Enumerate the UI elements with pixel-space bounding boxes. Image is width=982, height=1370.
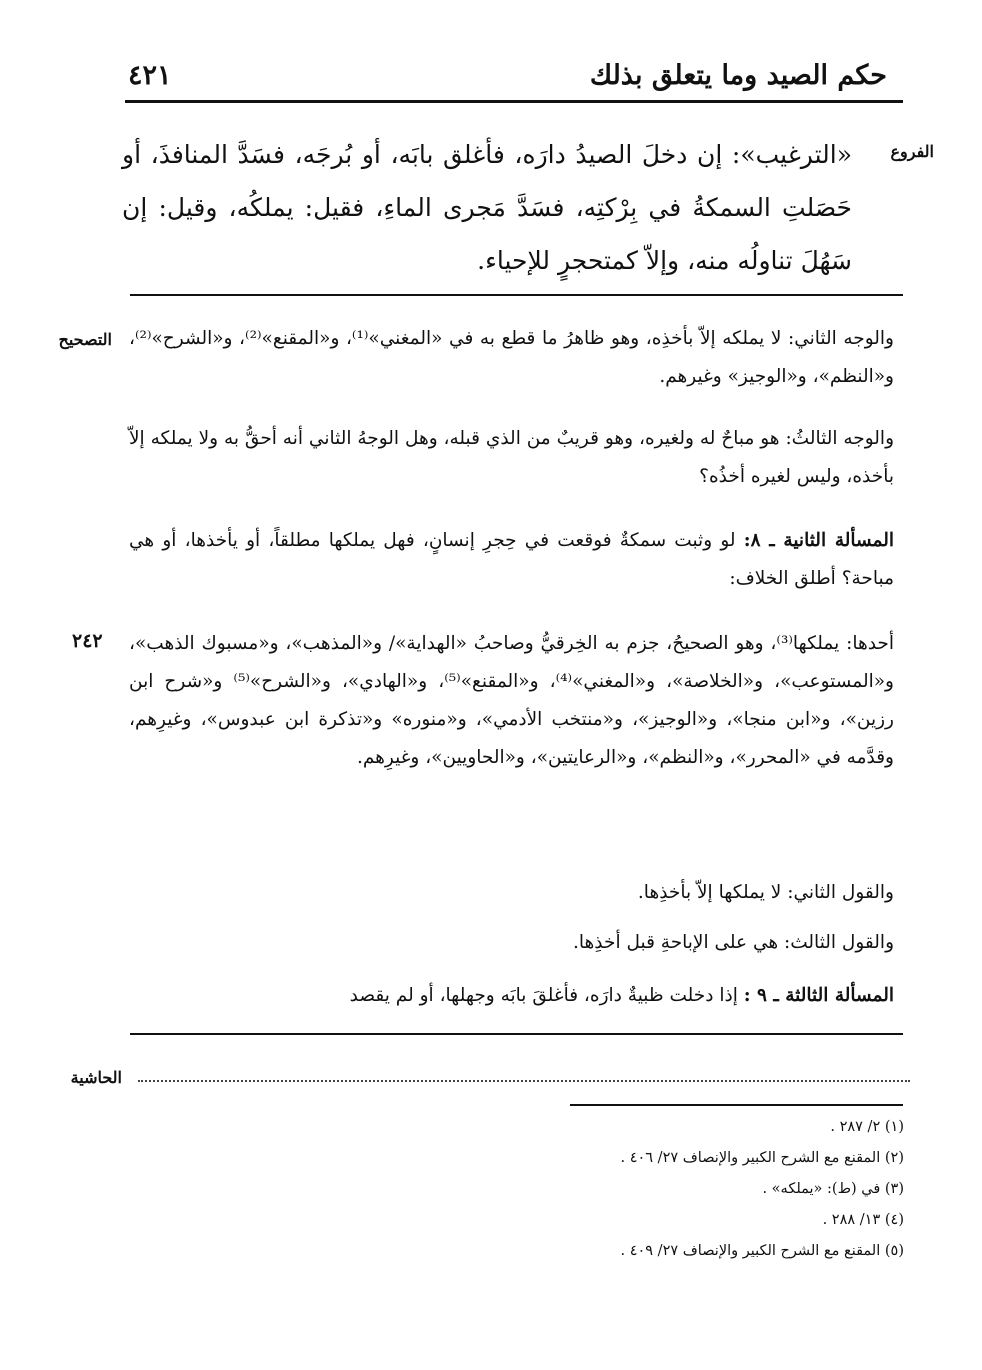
footnotes: [304, 1112, 904, 1267]
tashih-paragraph-3: [129, 522, 894, 598]
furu-paragraph: «الترغيب»: إن دخلَ الصيدُ دارَه، فأغلق بابَه، أو بُرجَه، فسَدَّ المنافذَ، أو حَصَلتِ السمكةُ في بِرْكتِه، فسَدَّ مَجرى الماءِ، فقيل: يملكُه، وقيل: إن سَهُلَ تناولُه منه، وإلاّ كمتحجرٍ للإحياء.: [122, 140, 852, 275]
section-divider: [130, 294, 903, 296]
footnote-3: (٣) في (ط): «يملكه» .: [762, 1181, 904, 1197]
side-label-hashiya: الحاشية: [70, 1068, 122, 1087]
tashih-paragraph-5: والقول الثاني: لا يملكها إلاّ بأخذِها.: [637, 882, 894, 903]
issue-2-text: لو وثبت سمكةٌ فوقعت في حِجرِ إنسانٍ، فهل يملكها مطلقاً، أو يأخذها، أو هي مباحة؟ أطلق الخلاف:: [129, 530, 894, 589]
side-page-ref: ٢٤٢: [72, 630, 103, 652]
page-number: ٤٢١: [128, 60, 172, 91]
running-header-title: حكم الصيد وما يتعلق بذلك: [589, 60, 887, 91]
tashih-paragraph-4: أحدها: يملكها⁽³⁾، وهو الصحيحُ، جزم به الخِرقيُّ وصاحبُ «الهداية»/ و«المذهب»، و«مسبوك الذهب»، و«المستوعب»، و«الخلاصة»، و«المغني»⁽⁴⁾، و«المقنع»⁽⁵⁾، و«الهادي»، و«الشرح»⁽⁵⁾ و«شرح ابن رزين»، و«ابن منجا»، و«الوجيز»، و«منتخب الأدمي»، و«منوره» و«تذكرة ابن عبدوس»، وغيرِهم، وقدَّمه في «المحرر»، و«النظم»، و«الرعايتين»، و«الحاويين»، وغيرِهم.: [129, 633, 894, 768]
issue-3-label: المسألة الثالثة ـ ٩ :: [743, 985, 894, 1006]
footnote-rule: [570, 1104, 903, 1106]
footnote-5: (٥) المقنع مع الشرح الكبير والإنصاف ٢٧/ ٤٠٩ .: [620, 1243, 904, 1259]
side-label-furu: الفروع: [890, 142, 934, 161]
tashih-paragraph-2: والوجه الثالثُ: هو مباحٌ له ولغيره، وهو قريبٌ من الذي قبله، وهل الوجهُ الثاني أنه أحقُّ به ولا يملكه إلاّ بأخذه، وليس لغيره أخذُه؟: [129, 428, 894, 487]
hashiya-dotted-line: [138, 1080, 910, 1082]
tashih-divider: [130, 1033, 903, 1035]
footnote-1: (١) ٢/ ٢٨٧ .: [830, 1119, 904, 1135]
side-label-tashih: التصحيح: [58, 330, 112, 349]
header-rule: [125, 100, 903, 103]
footnote-4: (٤) ١٣/ ٢٨٨ .: [822, 1212, 904, 1228]
issue-3-text: إذا دخلت ظبيةٌ دارَه، فأغلقَ بابَه وجهلها، أو لم يقصد: [349, 985, 738, 1006]
issue-2-label: المسألة الثانية ـ ٨:: [743, 530, 895, 551]
footnote-2: (٢) المقنع مع الشرح الكبير والإنصاف ٢٧/ ٤٠٦ .: [620, 1150, 904, 1166]
tashih-paragraph-7: [129, 977, 894, 1015]
tashih-paragraph-1: والوجه الثاني: لا يملكه إلاّ بأخذِه، وهو ظاهرُ ما قطع به في «المغني»⁽¹⁾، و«المقنع»⁽²⁾، و«الشرح»⁽²⁾، و«النظم»، و«الوجيز» وغيرهم.: [129, 328, 894, 387]
tashih-paragraph-6: والقول الثالث: هي على الإباحةِ قبل أخذِها.: [573, 932, 894, 953]
